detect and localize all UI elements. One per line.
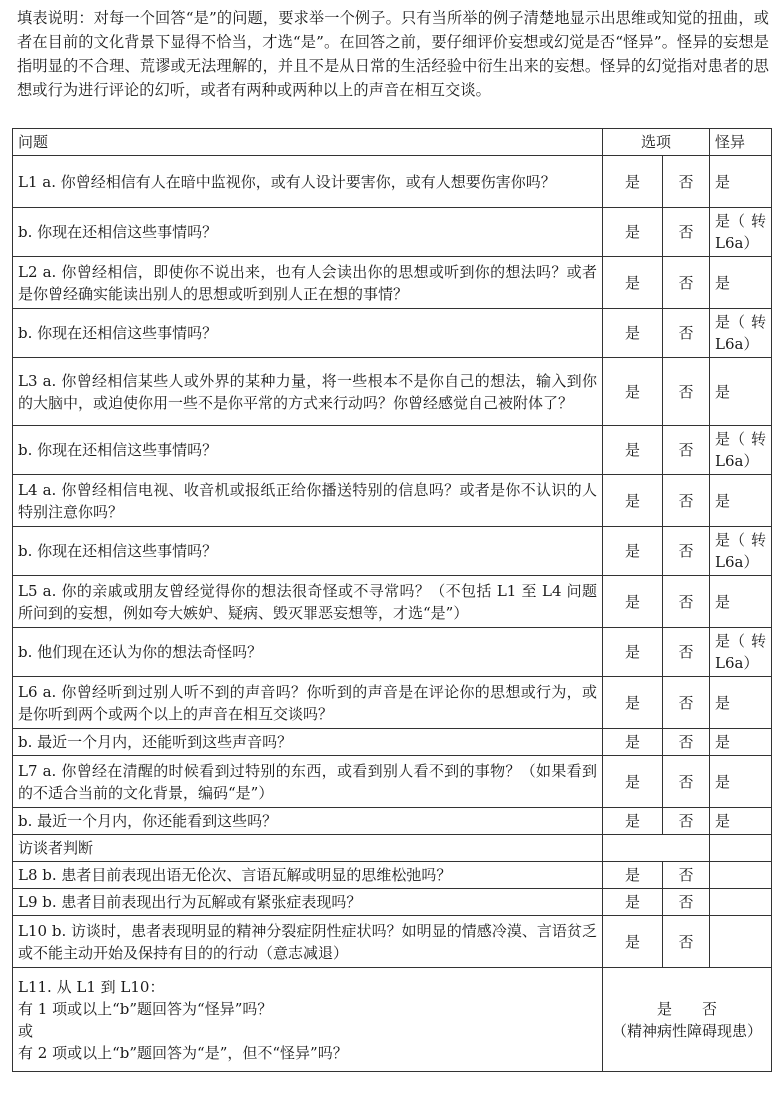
bizarre-jump-line1 bbox=[715, 529, 766, 551]
option-no[interactable]: 否 bbox=[663, 808, 710, 835]
question-text: b. 你现在还相信这些事情吗？ bbox=[13, 208, 603, 257]
interviewer-row bbox=[13, 862, 772, 889]
question-row bbox=[13, 729, 772, 756]
empty-cell bbox=[603, 835, 710, 862]
summary-note: （精神病性障碍现患） bbox=[612, 1021, 763, 1040]
question-row bbox=[13, 628, 772, 677]
bizarre-cell[interactable]: 是 bbox=[710, 475, 772, 527]
question-row bbox=[13, 475, 772, 527]
option-yes[interactable]: 是 bbox=[603, 677, 663, 729]
option-no[interactable]: 否 bbox=[663, 358, 710, 426]
option-no[interactable]: 否 bbox=[663, 576, 710, 628]
question-text: L3 a. 你曾经相信某些人或外界的某种力量，将一些根本不是你自己的想法，输入到你的大脑中，或迫使你用一些不是你平常的方式来行动吗？你曾经感觉自己被附体了？ bbox=[13, 358, 603, 426]
bizarre-cell[interactable]: 是 bbox=[710, 358, 772, 426]
instructions: 填表说明：对每一个回答“是”的问题，要求举一个例子。只有当所举的例子清楚地显示出思维或知觉的扭曲，或者在目前的文化背景下显得不恰当，才选“是”。在回答之前，要仔细评价妄想或幻觉是否“怪异”。怪异的妄想是指明显的不合理、荒谬或无法理解的，并且不是从日常的生活经验中衍生出来的妄想。怪异的幻觉指对患者的思想或行为进行评论的幻听，或者有两种或两种以上的声音在相互交谈。 bbox=[17, 9, 769, 99]
question-row bbox=[13, 808, 772, 835]
bizarre-jump-target: L6a） bbox=[715, 234, 759, 252]
bizarre-yes-label: 是（ bbox=[715, 212, 746, 230]
question-text: L1 a. 你曾经相信有人在暗中监视你，或有人设计要害你，或有人想要伤害你吗？ bbox=[13, 156, 603, 208]
question-row bbox=[13, 257, 772, 309]
bizarre-cell[interactable] bbox=[710, 628, 772, 677]
bizarre-jump-target: L6a） bbox=[715, 654, 759, 672]
bizarre-jump-line1 bbox=[715, 311, 766, 333]
bizarre-cell[interactable]: 是 bbox=[710, 156, 772, 208]
option-no[interactable]: 否 bbox=[663, 729, 710, 756]
question-text: L8 b. 患者目前表现出语无伦次、言语瓦解或明显的思维松弛吗？ bbox=[13, 862, 603, 889]
option-yes[interactable]: 是 bbox=[603, 756, 663, 808]
empty-cell bbox=[710, 862, 772, 889]
option-no[interactable]: 否 bbox=[663, 862, 710, 889]
option-no[interactable]: 否 bbox=[663, 677, 710, 729]
bizarre-jump-target: L6a） bbox=[715, 335, 759, 353]
option-yes[interactable]: 是 bbox=[603, 576, 663, 628]
option-no[interactable]: 否 bbox=[663, 889, 710, 916]
question-text: b. 他们现在还认为你的想法奇怪吗？ bbox=[13, 628, 603, 677]
summary-row bbox=[13, 968, 772, 1072]
option-yes[interactable]: 是 bbox=[603, 309, 663, 358]
option-yes[interactable]: 是 bbox=[603, 729, 663, 756]
bizarre-cell[interactable]: 是 bbox=[710, 729, 772, 756]
interviewer-row bbox=[13, 889, 772, 916]
question-text: L5 a. 你的亲戚或朋友曾经觉得你的想法很奇怪或不寻常吗？（不包括 L1 至 L4 问题所问到的妄想，例如夸大嫉妒、疑病、毁灭罪恶妄想等，才选“是”） bbox=[13, 576, 603, 628]
bizarre-jump-line1 bbox=[715, 210, 766, 232]
bizarre-cell[interactable]: 是 bbox=[710, 677, 772, 729]
summary-line2: 有 1 项或以上“b”题回答为“怪异”吗？ bbox=[18, 999, 273, 1018]
bizarre-jump-line1 bbox=[715, 630, 766, 652]
summary-answer[interactable] bbox=[603, 968, 772, 1072]
bizarre-yes-label: 是（ bbox=[715, 313, 746, 331]
question-text: L6 a. 你曾经听到过别人听不到的声音吗？你听到的声音是在评论你的思想或行为，或是你听到两个或两个以上的声音在相互交谈吗？ bbox=[13, 677, 603, 729]
summary-line4: 有 2 项或以上“b”题回答为“是”，但不“怪异”吗？ bbox=[18, 1043, 348, 1062]
option-no[interactable]: 否 bbox=[663, 628, 710, 677]
psychosis-form-table bbox=[12, 128, 772, 1072]
bizarre-cell[interactable] bbox=[710, 426, 772, 475]
question-text: L4 a. 你曾经相信电视、收音机或报纸正给你播送特别的信息吗？或者是你不认识的人特别注意你吗？ bbox=[13, 475, 603, 527]
bizarre-jump-label: 转 bbox=[751, 632, 767, 650]
header-question: 问题 bbox=[13, 129, 603, 156]
option-yes[interactable]: 是 bbox=[603, 475, 663, 527]
question-text: L2 a. 你曾经相信，即使你不说出来，也有人会读出你的思想或听到你的想法吗？或者是你曾经确实能读出别人的思想或听到别人正在想的事情？ bbox=[13, 257, 603, 309]
empty-cell bbox=[710, 835, 772, 862]
option-yes[interactable]: 是 bbox=[603, 916, 663, 968]
question-row bbox=[13, 208, 772, 257]
question-row bbox=[13, 426, 772, 475]
question-text: b. 你现在还相信这些事情吗？ bbox=[13, 527, 603, 576]
question-row bbox=[13, 358, 772, 426]
option-no[interactable]: 否 bbox=[663, 156, 710, 208]
question-row bbox=[13, 756, 772, 808]
bizarre-jump-target: L6a） bbox=[715, 553, 759, 571]
question-text: b. 最近一个月内，还能听到这些声音吗？ bbox=[13, 729, 603, 756]
option-no[interactable]: 否 bbox=[663, 527, 710, 576]
option-no[interactable]: 否 bbox=[663, 208, 710, 257]
summary-line1: L11. 从 L1 到 L10： bbox=[18, 977, 165, 996]
summary-yes-no[interactable]: 是 否 bbox=[657, 999, 718, 1018]
bizarre-jump-label: 转 bbox=[751, 212, 767, 230]
option-no[interactable]: 否 bbox=[663, 475, 710, 527]
option-yes[interactable]: 是 bbox=[603, 156, 663, 208]
summary-question bbox=[13, 968, 603, 1072]
header-row bbox=[13, 129, 772, 156]
option-yes[interactable]: 是 bbox=[603, 527, 663, 576]
bizarre-cell[interactable] bbox=[710, 527, 772, 576]
summary-line3: 或 bbox=[18, 1021, 34, 1040]
question-row bbox=[13, 576, 772, 628]
bizarre-cell[interactable]: 是 bbox=[710, 808, 772, 835]
question-row bbox=[13, 309, 772, 358]
option-yes[interactable]: 是 bbox=[603, 257, 663, 309]
bizarre-cell[interactable] bbox=[710, 208, 772, 257]
option-yes[interactable]: 是 bbox=[603, 862, 663, 889]
header-bizarre: 怪异 bbox=[710, 129, 772, 156]
option-no[interactable]: 否 bbox=[663, 309, 710, 358]
option-no[interactable]: 否 bbox=[663, 916, 710, 968]
option-no[interactable]: 否 bbox=[663, 426, 710, 475]
empty-cell bbox=[710, 916, 772, 968]
bizarre-cell[interactable]: 是 bbox=[710, 756, 772, 808]
bizarre-jump-label: 转 bbox=[751, 313, 767, 331]
bizarre-yes-label: 是（ bbox=[715, 430, 746, 448]
option-yes[interactable]: 是 bbox=[603, 808, 663, 835]
question-text: b. 你现在还相信这些事情吗？ bbox=[13, 309, 603, 358]
bizarre-jump-line1 bbox=[715, 428, 766, 450]
interviewer-row bbox=[13, 916, 772, 968]
question-text: L9 b. 患者目前表现出行为瓦解或有紧张症表现吗？ bbox=[13, 889, 603, 916]
bizarre-jump-label: 转 bbox=[751, 531, 767, 549]
bizarre-cell[interactable] bbox=[710, 309, 772, 358]
option-yes[interactable]: 是 bbox=[603, 628, 663, 677]
empty-cell bbox=[710, 889, 772, 916]
bizarre-cell[interactable]: 是 bbox=[710, 576, 772, 628]
header-options: 选项 bbox=[603, 129, 710, 156]
interviewer-heading: 访谈者判断 bbox=[13, 835, 603, 862]
bizarre-jump-label: 转 bbox=[751, 430, 767, 448]
option-yes[interactable]: 是 bbox=[603, 889, 663, 916]
bizarre-cell[interactable]: 是 bbox=[710, 257, 772, 309]
option-yes[interactable]: 是 bbox=[603, 358, 663, 426]
question-text: b. 最近一个月内，你还能看到这些吗？ bbox=[13, 808, 603, 835]
option-no[interactable]: 否 bbox=[663, 756, 710, 808]
bizarre-jump-target: L6a） bbox=[715, 452, 759, 470]
question-row bbox=[13, 156, 772, 208]
question-row bbox=[13, 677, 772, 729]
bizarre-yes-label: 是（ bbox=[715, 632, 746, 650]
option-yes[interactable]: 是 bbox=[603, 426, 663, 475]
option-yes[interactable]: 是 bbox=[603, 208, 663, 257]
interviewer-heading-row bbox=[13, 835, 772, 862]
question-text: b. 你现在还相信这些事情吗？ bbox=[13, 426, 603, 475]
option-no[interactable]: 否 bbox=[663, 257, 710, 309]
bizarre-yes-label: 是（ bbox=[715, 531, 746, 549]
question-row bbox=[13, 527, 772, 576]
question-text: L10 b. 访谈时，患者表现明显的精神分裂症阴性症状吗？如明显的情感冷漠、言语贫乏或不能主动开始及保持有目的的行动（意志减退） bbox=[13, 916, 603, 968]
question-text: L7 a. 你曾经在清醒的时候看到过特别的东西，或看到别人看不到的事物？（如果看到的不适合当前的文化背景，编码“是”） bbox=[13, 756, 603, 808]
